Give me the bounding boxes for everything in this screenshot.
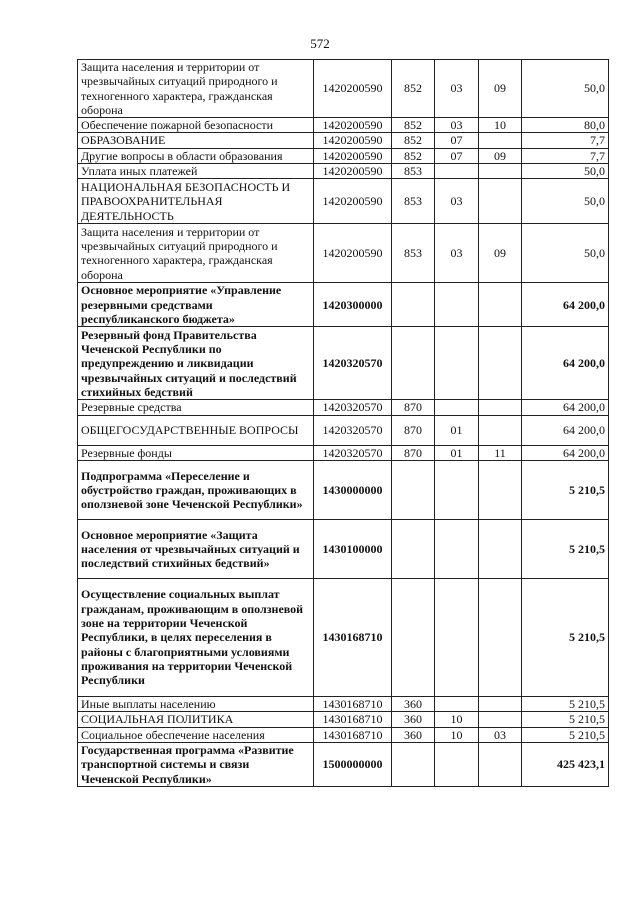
cell-subsection: 09: [479, 148, 522, 163]
cell-subsection: 11: [479, 445, 522, 460]
cell-name: ОБРАЗОВАНИЕ: [78, 133, 314, 148]
cell-expense-type: 870: [392, 415, 435, 445]
table-row: [78, 696, 609, 711]
cell-target-code: 1420200590: [314, 179, 392, 224]
cell-section: [435, 283, 479, 327]
cell-subsection: 09: [479, 224, 522, 283]
cell-name: Резервные средства: [78, 400, 314, 415]
cell-expense-type: [392, 519, 435, 578]
cell-target-code: 1420200590: [314, 148, 392, 163]
budget-table-body: [78, 60, 609, 787]
cell-expense-type: 870: [392, 400, 435, 415]
cell-name: Резервные фонды: [78, 445, 314, 460]
cell-expense-type: [392, 578, 435, 696]
page-number: 572: [310, 36, 330, 51]
table-row: [78, 519, 609, 578]
cell-target-code: 1420200590: [314, 224, 392, 283]
cell-target-code: 1420320570: [314, 415, 392, 445]
cell-section: 03: [435, 224, 479, 283]
cell-expense-type: 853: [392, 179, 435, 224]
table-row: [78, 283, 609, 327]
cell-section: 10: [435, 727, 479, 742]
cell-subsection: [479, 712, 522, 727]
cell-amount: 5 210,5: [522, 696, 609, 711]
table-row: [78, 148, 609, 163]
cell-name: Социальное обеспечение населения: [78, 727, 314, 742]
cell-section: [435, 696, 479, 711]
cell-name: Уплата иных платежей: [78, 164, 314, 179]
cell-amount: 5 210,5: [522, 578, 609, 696]
cell-target-code: 1420200590: [314, 118, 392, 133]
cell-amount: 5 210,5: [522, 519, 609, 578]
cell-section: [435, 742, 479, 786]
table-row: [78, 60, 609, 118]
cell-subsection: [479, 133, 522, 148]
table-row: [78, 179, 609, 224]
cell-name: Подпрограмма «Переселение и обустройство граждан, проживающих в оползневой зоне Чеченской Республики»: [78, 460, 314, 519]
cell-amount: 80,0: [522, 118, 609, 133]
table-row: [78, 133, 609, 148]
cell-expense-type: [392, 460, 435, 519]
cell-amount: 64 200,0: [522, 400, 609, 415]
cell-name: Обеспечение пожарной безопасности: [78, 118, 314, 133]
cell-amount: 64 200,0: [522, 283, 609, 327]
cell-name: Защита населения и территории от чрезвычайных ситуаций природного и техногенного характера, гражданская оборона: [78, 224, 314, 283]
cell-name: Осуществление социальных выплат гражданам, проживающим в оползневой зоне на территории Чеченской Республики, в целях переселения в районы с благоприятными условиями проживания на территории Чеченской Республики: [78, 578, 314, 696]
cell-subsection: 03: [479, 727, 522, 742]
cell-target-code: 1500000000: [314, 742, 392, 786]
cell-section: 01: [435, 415, 479, 445]
cell-subsection: [479, 179, 522, 224]
cell-amount: 50,0: [522, 164, 609, 179]
cell-expense-type: 852: [392, 148, 435, 163]
cell-expense-type: 852: [392, 118, 435, 133]
cell-amount: 50,0: [522, 179, 609, 224]
cell-subsection: [479, 742, 522, 786]
cell-subsection: [479, 164, 522, 179]
cell-name: Основное мероприятие «Защита населения от чрезвычайных ситуаций и последствий стихийных бедствий»: [78, 519, 314, 578]
cell-target-code: 1430000000: [314, 460, 392, 519]
table-row: [78, 118, 609, 133]
cell-target-code: 1430100000: [314, 519, 392, 578]
cell-expense-type: 360: [392, 727, 435, 742]
table-row: [78, 164, 609, 179]
cell-amount: 64 200,0: [522, 445, 609, 460]
cell-target-code: 1420320570: [314, 445, 392, 460]
cell-section: [435, 519, 479, 578]
cell-amount: 50,0: [522, 60, 609, 118]
cell-section: 10: [435, 712, 479, 727]
table-row: [78, 578, 609, 696]
cell-amount: 50,0: [522, 224, 609, 283]
cell-amount: 5 210,5: [522, 712, 609, 727]
cell-section: [435, 164, 479, 179]
table-row: [78, 460, 609, 519]
budget-table: [77, 59, 609, 787]
cell-section: [435, 327, 479, 400]
cell-target-code: 1420200590: [314, 60, 392, 118]
cell-section: 03: [435, 118, 479, 133]
cell-expense-type: 852: [392, 60, 435, 118]
table-row: [78, 224, 609, 283]
table-row: [78, 727, 609, 742]
cell-target-code: 1420320570: [314, 327, 392, 400]
cell-amount: 7,7: [522, 148, 609, 163]
cell-section: 03: [435, 179, 479, 224]
cell-name: НАЦИОНАЛЬНАЯ БЕЗОПАСНОСТЬ И ПРАВООХРАНИТЕЛЬНАЯ ДЕЯТЕЛЬНОСТЬ: [78, 179, 314, 224]
table-row: [78, 327, 609, 400]
cell-name: Резервный фонд Правительства Чеченской Республики по предупреждению и ликвидации чрезвычайных ситуаций и последствий стихийных бедствий: [78, 327, 314, 400]
cell-amount: 425 423,1: [522, 742, 609, 786]
cell-subsection: [479, 415, 522, 445]
cell-expense-type: 853: [392, 224, 435, 283]
cell-subsection: [479, 400, 522, 415]
cell-section: 03: [435, 60, 479, 118]
cell-name: ОБЩЕГОСУДАРСТВЕННЫЕ ВОПРОСЫ: [78, 415, 314, 445]
cell-target-code: 1420200590: [314, 133, 392, 148]
cell-target-code: 1430168710: [314, 712, 392, 727]
cell-subsection: [479, 283, 522, 327]
cell-name: СОЦИАЛЬНАЯ ПОЛИТИКА: [78, 712, 314, 727]
cell-section: [435, 460, 479, 519]
cell-amount: 64 200,0: [522, 327, 609, 400]
cell-target-code: 1420200590: [314, 164, 392, 179]
table-row: [78, 445, 609, 460]
cell-subsection: [479, 578, 522, 696]
cell-section: 07: [435, 148, 479, 163]
cell-expense-type: 360: [392, 696, 435, 711]
cell-expense-type: 853: [392, 164, 435, 179]
cell-amount: 5 210,5: [522, 460, 609, 519]
cell-subsection: [479, 460, 522, 519]
cell-section: [435, 578, 479, 696]
cell-expense-type: [392, 742, 435, 786]
cell-target-code: 1420300000: [314, 283, 392, 327]
table-row: [78, 742, 609, 786]
cell-target-code: 1420320570: [314, 400, 392, 415]
cell-name: Защита населения и территории от чрезвычайных ситуаций природного и техногенного характера, гражданская оборона: [78, 60, 314, 118]
cell-name: Государственная программа «Развитие транспортной системы и связи Чеченской Республики»: [78, 742, 314, 786]
cell-target-code: 1430168710: [314, 727, 392, 742]
cell-subsection: [479, 327, 522, 400]
table-row: [78, 712, 609, 727]
table-row: [78, 415, 609, 445]
cell-expense-type: 852: [392, 133, 435, 148]
cell-name: Основное мероприятие «Управление резервными средствами республиканского бюджета»: [78, 283, 314, 327]
cell-section: 01: [435, 445, 479, 460]
cell-amount: 64 200,0: [522, 415, 609, 445]
cell-section: [435, 400, 479, 415]
cell-amount: 7,7: [522, 133, 609, 148]
cell-subsection: 09: [479, 60, 522, 118]
cell-subsection: [479, 696, 522, 711]
cell-section: 07: [435, 133, 479, 148]
cell-expense-type: 870: [392, 445, 435, 460]
cell-name: Иные выплаты населению: [78, 696, 314, 711]
table-row: [78, 400, 609, 415]
cell-expense-type: [392, 283, 435, 327]
cell-amount: 5 210,5: [522, 727, 609, 742]
cell-expense-type: [392, 327, 435, 400]
cell-subsection: 10: [479, 118, 522, 133]
cell-subsection: [479, 519, 522, 578]
cell-expense-type: 360: [392, 712, 435, 727]
cell-name: Другие вопросы в области образования: [78, 148, 314, 163]
cell-target-code: 1430168710: [314, 578, 392, 696]
cell-target-code: 1430168710: [314, 696, 392, 711]
